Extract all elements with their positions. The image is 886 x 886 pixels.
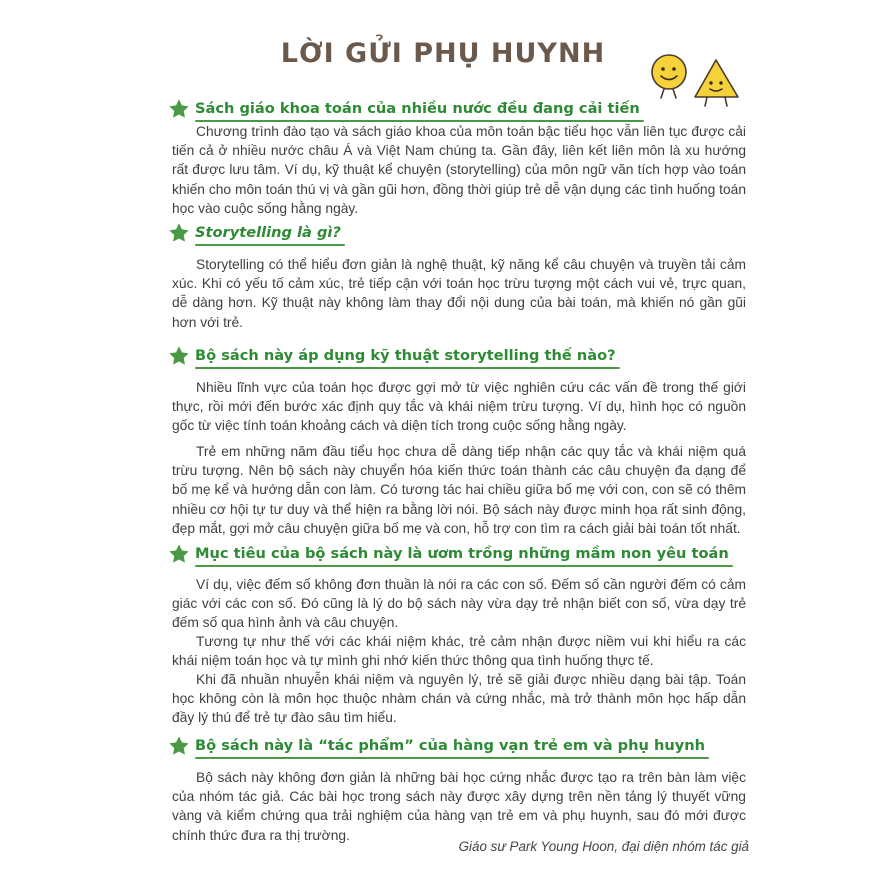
section-3-paragraph-1: Nhiều lĩnh vực của toán học được gợi mở từ việc nghiên cứu các vấn đề trong thế giới thực, rồi mới đến bước xác định quy tắc và khái niệm trừu tượng. Ví dụ, hình học có nguồn gốc từ việc tính toán khoảng cách và diện tích trong cuộc sống hằng ngày.	[172, 380, 746, 434]
smiley-circle-mascot	[652, 55, 686, 98]
section-4-paragraph-1: Ví dụ, việc đếm số không đơn thuần là nói ra các con số. Đếm số cần người đếm có cảm giác với các con số. Đó cũng là lý do bộ sách này vừa dạy trẻ nhận biết con số, vừa dạy trẻ đếm số qua hình ảnh và câu chuyện.	[172, 577, 746, 631]
green-star-icon	[168, 98, 190, 120]
section-4-paragraph-3: Khi đã nhuần nhuyễn khái niệm và nguyên lý, trẻ sẽ giải được nhiều dạng bài tập. Toán học không còn là môn học thuộc nhàm chán và cứng nhắc, mà trở thành môn học hấp dẫn đầy lý thú để trẻ tự đào sâu tìm hiểu.	[172, 672, 746, 726]
section-heading-text: Bộ sách này là “tác phẩm” của hàng vạn trẻ em và phụ huynh	[195, 737, 705, 756]
section-heading-text: Mục tiêu của bộ sách này là ươm trồng những mầm non yêu toán	[195, 545, 729, 564]
mascot-illustration	[646, 50, 746, 112]
section-4-paragraph-2: Tương tự như thế với các khái niệm khác, trẻ cảm nhận được niềm vui khi hiểu ra các khái niệm toán học và tự mình ghi nhớ kiến thức thông qua tình huống thực tế.	[172, 634, 746, 669]
author-signature: Giáo sư Park Young Hoon, đại diện nhóm tác giả	[458, 839, 749, 854]
section-heading-4	[168, 541, 729, 567]
green-star-icon	[168, 345, 190, 367]
section-3-paragraph-2: Trẻ em những năm đầu tiểu học chưa dễ dàng tiếp nhận các quy tắc và khái niệm quá trừu tượng. Nên bộ sách này chuyển hóa kiến thức toán thành các câu chuyện đa dạng để bố mẹ kể và hướng dẫn con làm. Có tương tác hai chiều giữa bố mẹ với con, con sẽ có thêm nhiều cơ hội tự tư duy và thể hiện ra bằng lời nói. Bộ sách này được minh họa rất sinh động, đẹp mắt, gợi mở câu chuyện giữa bố mẹ và con, hỗ trợ con tìm ra cách giải bài toán tốt nhất.	[172, 444, 746, 536]
section-heading-5	[168, 733, 705, 759]
green-star-icon	[168, 735, 190, 757]
green-star-icon	[168, 543, 190, 565]
section-heading-text: Sách giáo khoa toán của nhiều nước đều đang cải tiến	[195, 100, 640, 119]
section-heading-1	[168, 96, 640, 122]
section-2-paragraph-1: Storytelling có thể hiểu đơn giản là nghệ thuật, kỹ năng kể câu chuyện và truyền tải cảm xúc. Khi có yếu tố cảm xúc, trẻ tiếp cận với toán học trừu tượng một cách vui vẻ, trực quan, dễ dàng hơn. Kỹ thuật này không làm thay đổi nội dung của bài toán, mà khiến nó gần gũi hơn với trẻ.	[172, 257, 746, 330]
section-5-paragraph-1: Bộ sách này không đơn giản là những bài học cứng nhắc được tạo ra trên bàn làm việc của nhóm tác giả. Các bài học trong sách này được xây dựng trên nền tảng lý thuyết vững vàng và kiểm chứng qua trải nghiệm của hàng vạn trẻ em và phụ huynh, sau đó mới được chính thức đưa ra thị trường.	[172, 770, 746, 843]
section-heading-2	[168, 220, 341, 246]
section-heading-text: Bộ sách này áp dụng kỹ thuật storytelling thế nào?	[195, 347, 616, 366]
page-title: LỜI GỬI PHỤ HUYNH	[280, 38, 606, 69]
smiley-triangle-mascot	[695, 60, 738, 106]
section-1-paragraph-1: Chương trình đào tạo và sách giáo khoa của môn toán bậc tiểu học vẫn liên tục được cải tiến cả ở nhiều nước châu Á và Việt Nam chúng ta. Gần đây, liên kết liên môn là xu hướng rất được lưu tâm. Ví dụ, kỹ thuật kể chuyện (storytelling) của môn ngữ văn tích hợp vào toán khiến cho môn toán thú vị và gần gũi hơn, đồng thời giúp trẻ dễ vận dụng các tình huống toán học vào cuộc sống hằng ngày.	[172, 124, 746, 216]
section-heading-text: Storytelling là gì?	[195, 224, 341, 243]
green-star-icon	[168, 222, 190, 244]
section-heading-3	[168, 343, 616, 369]
